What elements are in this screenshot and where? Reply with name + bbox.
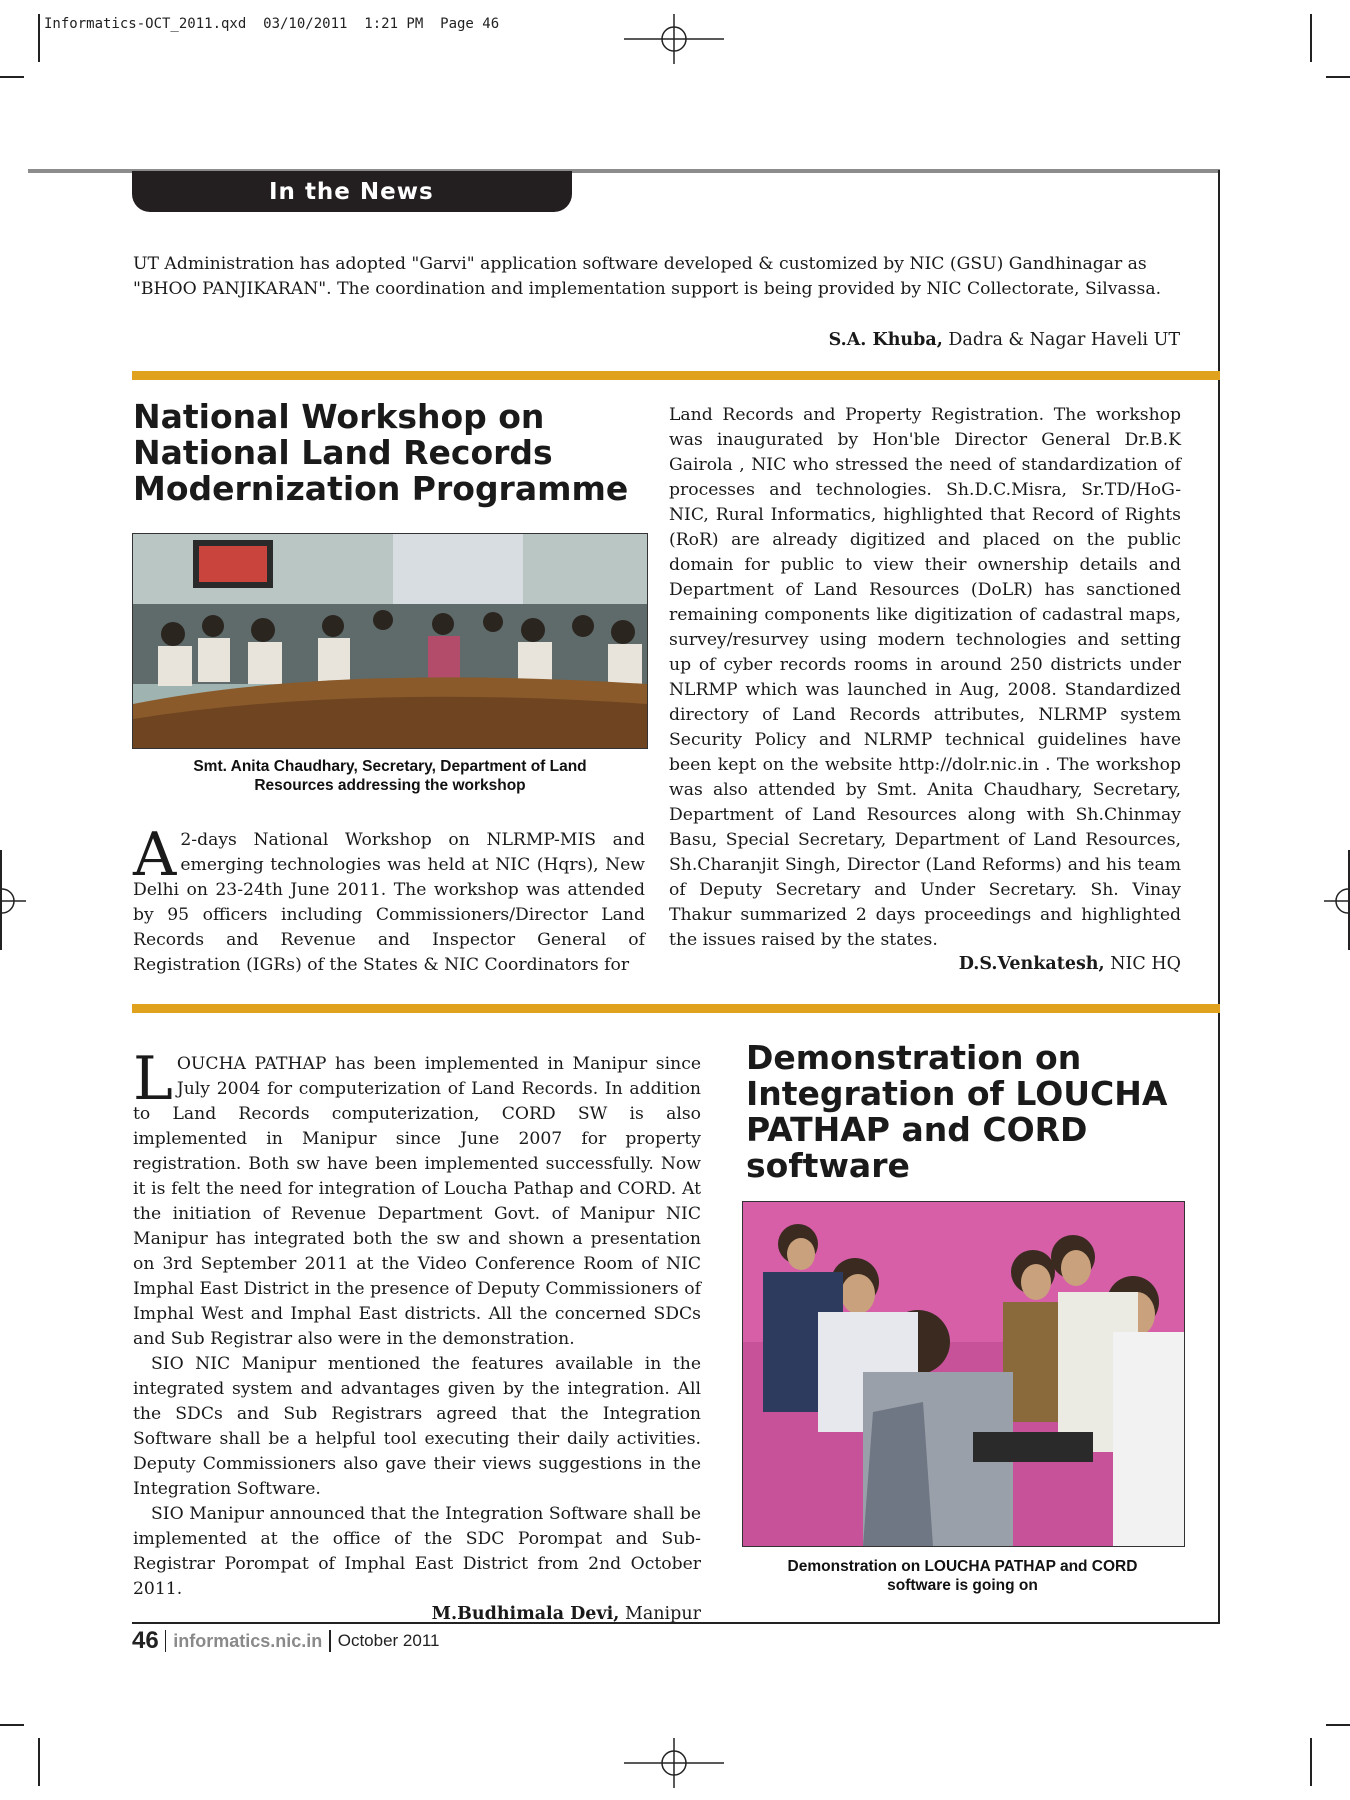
crop-mark	[1310, 14, 1312, 62]
author-name: M.Budhimala Devi,	[431, 1604, 620, 1624]
author-location: Manipur	[624, 1604, 701, 1624]
drop-cap: L	[133, 1044, 173, 1114]
registration-mark-icon	[0, 876, 26, 926]
article-body-col2: Land Records and Property Registration. The workshop was inaugurated by Hon'ble Director General Dr.B.K Gairola , NIC who stressed the need of standardization of processes and technologies. Sh.D.C.Misra, Sr.TD/HoG-NIC, Rural Informatics, highlighted that Record of Rights (RoR) are already digitized and placed on the public domain for public to view their ownership details and Department of Land Resources (DoLR) has sanctioned remaining components like digitization of cadastral maps, survey/resurvey using modern technologies and setting up of cyber records rooms in around 250 districts under NLRMP which was launched in Aug, 2008. Standardized directory of Land Records attributes, NLRMP system Security Policy and NLRMP technical guidelines have been kept on the website http://dolr.nic.in . The workshop was also attended by Smt. Anita Chaudhary, Secretary, Department of Land Resources along with Sh.Chinmay Basu, Special Secretary, Department of Land Resources, Sh.Charanjit Singh, Director (Land Reforms) and his team of Deputy Secretary and Under Secretary. Sh. Vinay Thakur summarized 2 days proceedings and highlighted the issues raised by the states.	[669, 405, 1181, 950]
author-name: D.S.Venkatesh,	[958, 954, 1105, 974]
footer-date: October 2011	[337, 1631, 440, 1650]
article-byline	[669, 952, 1181, 977]
intro-paragraph: UT Administration has adopted "Garvi" application software developed & customized by NIC (GSU) Gandhinagar as "BHOO PANJIKARAN". The coordination and implementation support is being provided by NIC Collectorate, Silvassa.	[133, 254, 1162, 299]
section-divider	[132, 1004, 1220, 1013]
crop-mark	[1310, 1738, 1312, 1786]
crop-mark	[38, 1738, 40, 1786]
footer-site: informatics.nic.in	[173, 1630, 323, 1651]
photo-caption: Demonstration on LOUCHA PATHAP and CORD software is going on	[787, 1558, 1138, 1594]
page-footer	[132, 1624, 440, 1658]
article-text: OUCHA PATHAP has been implemented in Manipur since July 2004 for computerization of Land Records. In addition to Land Records computerization, CORD SW is also implemented in Manipur since June 2007 for property registration. Both sw have been implemented successfully. Now it is felt the need for integration of Loucha Pathap and CORD. At the initiation of Revenue Department Govt. of Manipur NIC Manipur has integrated both the sw and shown a presentation on 3rd September 2011 at the Video Conference Room of NIC Imphal East District in the presence of Deputy Commissioners of Imphal West and Imphal East districts. All the concerned SDCs and Sub Registrar also were in the demonstration.	[133, 1054, 701, 1349]
page-frame-right	[1218, 170, 1220, 1624]
drop-cap: A	[133, 820, 177, 890]
printer-slug: Informatics-OCT_2011.qxd 03/10/2011 1:21 PM Page 46	[44, 16, 500, 32]
workshop-photo	[132, 533, 648, 749]
crop-mark	[38, 14, 40, 62]
registration-mark-icon	[624, 14, 724, 64]
registration-mark-icon	[624, 1738, 724, 1788]
section-divider	[132, 371, 1220, 380]
photo-caption: Smt. Anita Chaudhary, Secretary, Department of Land Resources addressing the workshop	[193, 758, 587, 794]
crop-mark	[1326, 76, 1350, 78]
section-tab: In the News	[132, 171, 572, 212]
article-headline: Demonstration on Integration of LOUCHA PATHAP and CORD software	[746, 1038, 1168, 1185]
article-body-col1	[133, 1044, 701, 1627]
intro-byline	[640, 328, 1180, 353]
demonstration-photo-image	[743, 1202, 1184, 1546]
author-name: S.A. Khuba,	[828, 330, 943, 350]
article-body-col1	[133, 820, 645, 978]
demonstration-photo	[742, 1201, 1185, 1547]
crop-mark	[1326, 1724, 1350, 1726]
crop-mark	[0, 76, 24, 78]
page-number: 46	[132, 1627, 159, 1654]
crop-mark	[0, 1724, 24, 1726]
article-paragraph: SIO Manipur announced that the Integration Software shall be implemented at the office of the SDC Porompat and Sub-Registrar Porompat of Imphal East District from 2nd October 2011.	[133, 1504, 701, 1599]
article-text: 2-days National Workshop on NLRMP-MIS and emerging technologies was held at NIC (Hqrs), New Delhi on 23-24th June 2011. The workshop was attended by 95 officers including Commissioners/Director Land Records and Revenue and Inspector General of Registration (IGRs) of the States & NIC Coordinators for	[133, 830, 645, 975]
registration-mark-icon	[1324, 876, 1350, 926]
author-location: NIC HQ	[1110, 954, 1181, 974]
author-location: Dadra & Nagar Haveli UT	[948, 330, 1180, 350]
workshop-photo-image	[133, 534, 647, 748]
article-headline: National Workshop on National Land Records Modernization Programme	[133, 397, 629, 508]
article-paragraph: SIO NIC Manipur mentioned the features available in the integrated system and advantages given by the integration. All the SDCs and Sub Registrars agreed that the Integration Software shall be a helpful tool executing their daily activities. Deputy Commissioners also gave their views suggestions in the Integration Software.	[133, 1354, 701, 1499]
